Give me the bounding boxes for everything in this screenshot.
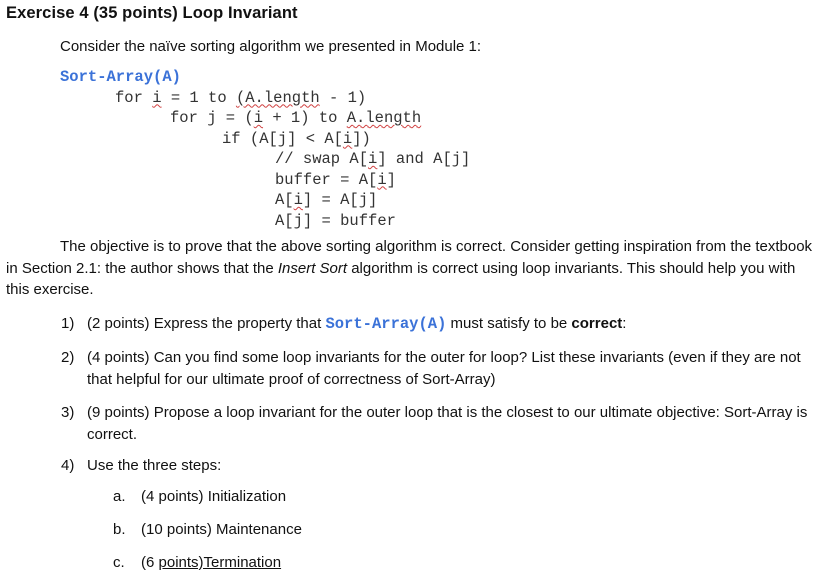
code-line-comment: // swap A[i] and A[j] bbox=[275, 150, 471, 168]
code-line-outer-for: for i = 1 to (A.length - 1) bbox=[115, 88, 367, 107]
intro-text: Consider the naïve sorting algorithm we presented in Module 1: bbox=[60, 38, 482, 55]
code-line-restore: A[j] = buffer bbox=[275, 211, 396, 230]
question-4: 4) Use the three steps: bbox=[61, 457, 222, 474]
code-line-if: if (A[j] < A[i]) bbox=[222, 129, 371, 148]
step-maintenance: b. (10 points) Maintenance bbox=[113, 521, 302, 538]
code-line-assign: A[i] = A[j] bbox=[275, 191, 378, 209]
exercise-title: Exercise 4 (35 points) Loop Invariant bbox=[6, 4, 298, 22]
step-initialization: a. (4 points) Initialization bbox=[113, 488, 287, 505]
code-header bbox=[60, 67, 470, 88]
question-1: 1) (2 points) Express the property that Sort-Array(A) must satisfy to be correct: bbox=[61, 315, 627, 333]
question-1-code: Sort-Array(A) bbox=[325, 315, 447, 333]
objective-paragraph: The objective is to prove that the above sorting algorithm is correct. Consider getting inspiration from the textbook in Section 2.1: the author shows that the Insert Sort algorithm is correct using loop invariants. This should help you with this exercise. bbox=[6, 238, 813, 298]
step-termination: c. (6 points)Termination bbox=[113, 554, 282, 571]
question-2: 2) (4 points) Can you find some loop invariants for the outer for loop? List these invariants (even if they are not that helpful for our ultimate proof of correctness of Sort-Array) bbox=[61, 349, 801, 388]
code-line-buffer: buffer = A[i] bbox=[275, 170, 396, 189]
code-function-name: Sort-Array bbox=[60, 68, 154, 86]
code-line-inner-for: for j = (i + 1) to A.length bbox=[170, 109, 422, 127]
code-function-args: (A) bbox=[153, 68, 181, 86]
pseudocode-block bbox=[60, 67, 470, 231]
question-3: 3) (9 points) Propose a loop invariant for the outer loop that is the closest to our ultimate objective: Sort-Array is correct. bbox=[61, 404, 808, 443]
